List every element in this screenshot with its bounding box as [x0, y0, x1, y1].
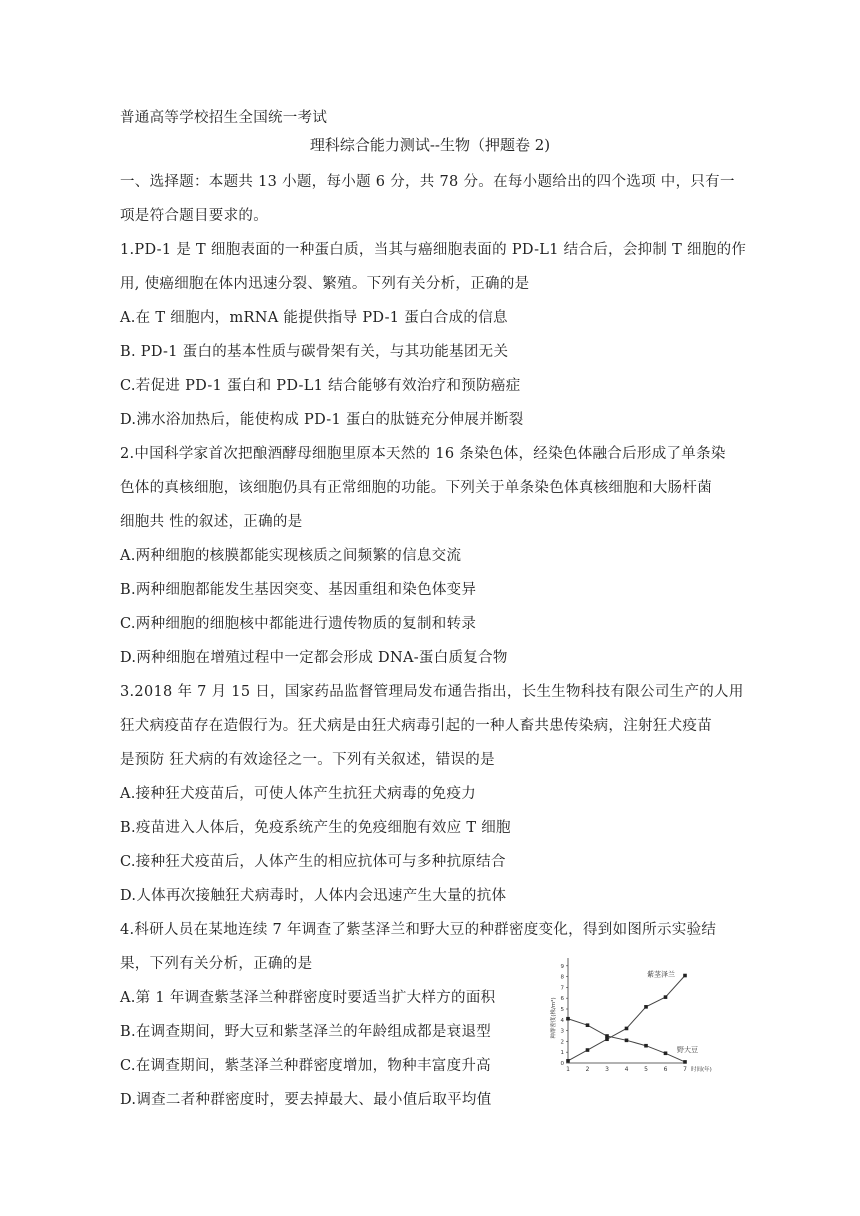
x-tick-label: 6 [663, 1066, 668, 1073]
q2-stem-line-1: 2.中国科学家首次把酿酒酵母细胞里原本天然的 16 条染色体，经染色体融合后形成了单条染 [120, 446, 726, 462]
q4-option-d: D.调查二者种群密度时，要去掉最大、最小值后取平均值 [120, 1092, 492, 1108]
q4-option-c: C.在调查期间，紫茎泽兰种群密度增加，物种丰富度升高 [120, 1058, 491, 1074]
q2-option-c: C.两种细胞的细胞核中都能进行遗传物质的复制和转录 [120, 616, 477, 632]
series-label: 紫茎泽兰 [647, 970, 675, 979]
series-line [568, 976, 685, 1061]
data-point [605, 1034, 609, 1038]
data-point [683, 1060, 687, 1064]
q1-option-c: C.若促进 PD-1 蛋白和 PD-L1 结合能够有效治疗和预防癌症 [120, 378, 521, 394]
y-tick-label: 8 [560, 974, 564, 981]
y-tick-label: 2 [560, 1039, 564, 1046]
q1-stem-line-2: 用, 使癌细胞在体内迅速分裂、繁殖。下列有关分析，正确的是 [120, 276, 530, 292]
x-tick-label: 7 [683, 1066, 687, 1073]
data-point [683, 974, 687, 978]
q4-option-b: B.在调查期间，野大豆和紫茎泽兰的年龄组成都是衰退型 [120, 1024, 492, 1040]
q2-option-b: B.两种细胞都能发生基因突变、基因重组和染色体变异 [120, 582, 477, 598]
q4-option-a: A.第 1 年调查紫茎泽兰种群密度时要适当扩大样方的面积 [120, 990, 496, 1006]
q3-stem-line-2: 狂犬病疫苗存在造假行为。狂犬病是由狂犬病毒引起的一种人畜共患传染病，注射狂犬疫苗 [120, 718, 712, 734]
data-point [664, 995, 668, 999]
series-label: 野大豆 [677, 1045, 698, 1054]
y-axis-label: 种群密度(株/m²) [551, 997, 557, 1039]
y-tick-label: 9 [560, 963, 564, 970]
q1-option-d: D.沸水浴加热后，能使构成 PD-1 蛋白的肽链充分伸展并断裂 [120, 412, 524, 428]
q1-stem-line-1: 1.PD-1 是 T 细胞表面的一种蛋白质，当其与癌细胞表面的 PD-L1 结合后，会抑制 T 细胞的作 [120, 242, 747, 258]
data-point [664, 1051, 668, 1055]
data-point [586, 1048, 590, 1052]
q2-stem-line-3: 细胞共 性的叙述，正确的是 [120, 514, 303, 530]
y-tick-label: 4 [560, 1017, 564, 1024]
x-axis-label: 时间(年) [691, 1067, 712, 1073]
chart-series [566, 974, 687, 1064]
x-tick-label: 1 [566, 1066, 570, 1073]
q3-option-d: D.人体再次接触狂犬病毒时，人体内会迅速产生大量的抗体 [120, 888, 507, 904]
x-tick-label: 4 [624, 1066, 629, 1073]
q3-option-c: C.接种狂犬疫苗后，人体产生的相应抗体可与多种抗原结合 [120, 854, 506, 870]
section-intro-line-2: 项是符合题目要求的。 [120, 208, 268, 224]
q1-option-b: B. PD-1 蛋白的基本性质与碳骨架有关，与其功能基团无关 [120, 344, 509, 360]
section-intro-line-1: 一、选择题：本题共 13 小题，每小题 6 分，共 78 分。在每小题给出的四个选项 中，只有一 [120, 174, 735, 190]
chart-ticks [561, 964, 688, 1073]
q3-option-a: A.接种狂犬疫苗后，可使人体产生抗狂犬病毒的免疫力 [120, 786, 477, 802]
data-point [644, 1005, 648, 1009]
y-tick-label: 3 [560, 1028, 564, 1035]
q4-stem-line-2: 果，下列有关分析，正确的是 [120, 956, 313, 972]
y-tick-label: 7 [560, 985, 564, 992]
y-tick-label: 0 [560, 1061, 564, 1067]
exam-name: 普通高等学校招生全国统一考试 [120, 110, 328, 126]
q3-stem-line-1: 3.2018 年 7 月 15 日，国家药品监督管理局发布通告指出，长生生物科技有限公司生产的人用 [120, 684, 744, 700]
q2-stem-line-2: 色体的真核细胞，该细胞仍具有正常细胞的功能。下列关于单条染色体真核细胞和大肠杆菌 [120, 480, 712, 496]
q3-option-b: B.疫苗进入人体后，免疫系统产生的免疫细胞有效应 T 细胞 [120, 820, 511, 836]
data-point [566, 1059, 570, 1063]
q4-stem-line-1: 4.科研人员在某地连续 7 年调查了紫茎泽兰和野大豆的种群密度变化，得到如图所示实验结 [120, 922, 717, 938]
x-tick-label: 5 [644, 1066, 648, 1073]
q2-option-d: D.两种细胞在增殖过程中一定都会形成 DNA-蛋白质复合物 [120, 650, 508, 666]
data-point [586, 1023, 590, 1027]
q3-stem-line-3: 是预防 狂犬病的有效途径之一。下列有关叙述，错误的是 [120, 752, 495, 768]
data-point [644, 1044, 648, 1048]
population-density-chart [548, 952, 736, 1078]
y-tick-label: 1 [560, 1050, 564, 1057]
q1-option-a: A.在 T 细胞内，mRNA 能提供指导 PD-1 蛋白合成的信息 [120, 310, 508, 326]
data-point [625, 1027, 629, 1031]
y-tick-label: 6 [560, 996, 564, 1003]
x-tick-label: 2 [585, 1066, 590, 1073]
q2-option-a: A.两种细胞的核膜都能实现核质之间频繁的信息交流 [120, 548, 462, 564]
data-point [625, 1039, 629, 1043]
data-point [566, 1017, 570, 1021]
x-tick-label: 3 [605, 1066, 609, 1073]
paper-title: 理科综合能力测试--生物（押题卷 2) [309, 136, 551, 154]
data-point [605, 1037, 609, 1041]
y-tick-label: 5 [560, 1007, 564, 1013]
